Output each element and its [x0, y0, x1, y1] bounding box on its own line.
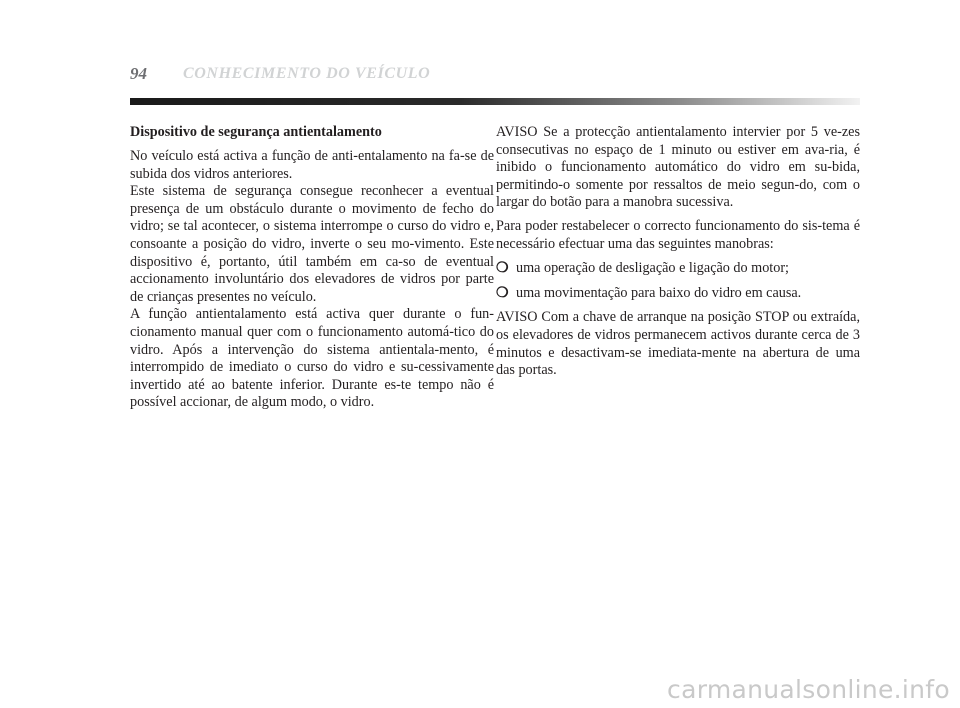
warning-paragraph: AVISO Se a protecção antientalamento intervier por 5 ve-zes consecutivas no espaço de 1 minuto ou estiver em ava-ria, é inibido o funcionamento automático do vidro em su-bida, permitindo-o somente por ressaltos de meio segun-do, com o largar do botão para a manobra sucessiva. — [496, 124, 860, 211]
list-item-text: uma operação de desligação e ligação do motor; — [516, 260, 789, 277]
left-column — [130, 124, 494, 419]
header-rule — [130, 98, 860, 105]
section-heading: Dispositivo de segurança antientalamento — [130, 124, 382, 140]
watermark: carmanualsonline.info — [667, 675, 950, 704]
paragraph-intro: No veículo está activa a função de anti-entalamento na fa-se de subida dos vidros anteriores. — [130, 148, 494, 182]
circle-bullet-icon: ❍ — [496, 261, 509, 277]
procedure-intro: Para poder restabelecer o correcto funcionamento do sis-tema é necessário efectuar uma das seguintes manobras: — [496, 218, 860, 253]
list-item — [496, 260, 860, 278]
page-number: 94 — [130, 64, 147, 83]
warning-paragraph: AVISO Com a chave de arranque na posição STOP ou extraída, os elevadores de vidros permanecem activos durante cerca de 3 minutos e desactivam-se imediata-mente na abertura de uma das portas. — [496, 309, 860, 379]
right-column — [496, 124, 860, 386]
paragraph-function: A função antientalamento está activa quer durante o fun-cionamento manual quer com o funcionamento automá-tico do vidro. Após a intervenção do sistema antientala-mento, é interrompido de imediato o curso do vidro e su-cessivamente invertido até ao batente inferior. Durante es-te tempo não é possível accionar, de algum modo, o vidro. — [130, 306, 494, 411]
paragraph-system: Este sistema de segurança consegue reconhecer a eventual presença de um obstáculo durante o movimento de fecho do vidro; se tal acontecer, o sistema interrompe o curso do vidro e, consoante a posição do vidro, inverte o seu mo-vimento. Este dispositivo é, portanto, útil também em ca-so de eventual accionamento involuntário dos elevadores de vidros por parte de crianças presentes no veículo. — [130, 183, 494, 305]
list-item — [496, 285, 860, 303]
list-item-text: uma movimentação para baixo do vidro em causa. — [516, 284, 802, 301]
running-head: CONHECIMENTO DO VEÍCULO — [183, 65, 431, 82]
circle-bullet-icon: ❍ — [496, 285, 509, 301]
